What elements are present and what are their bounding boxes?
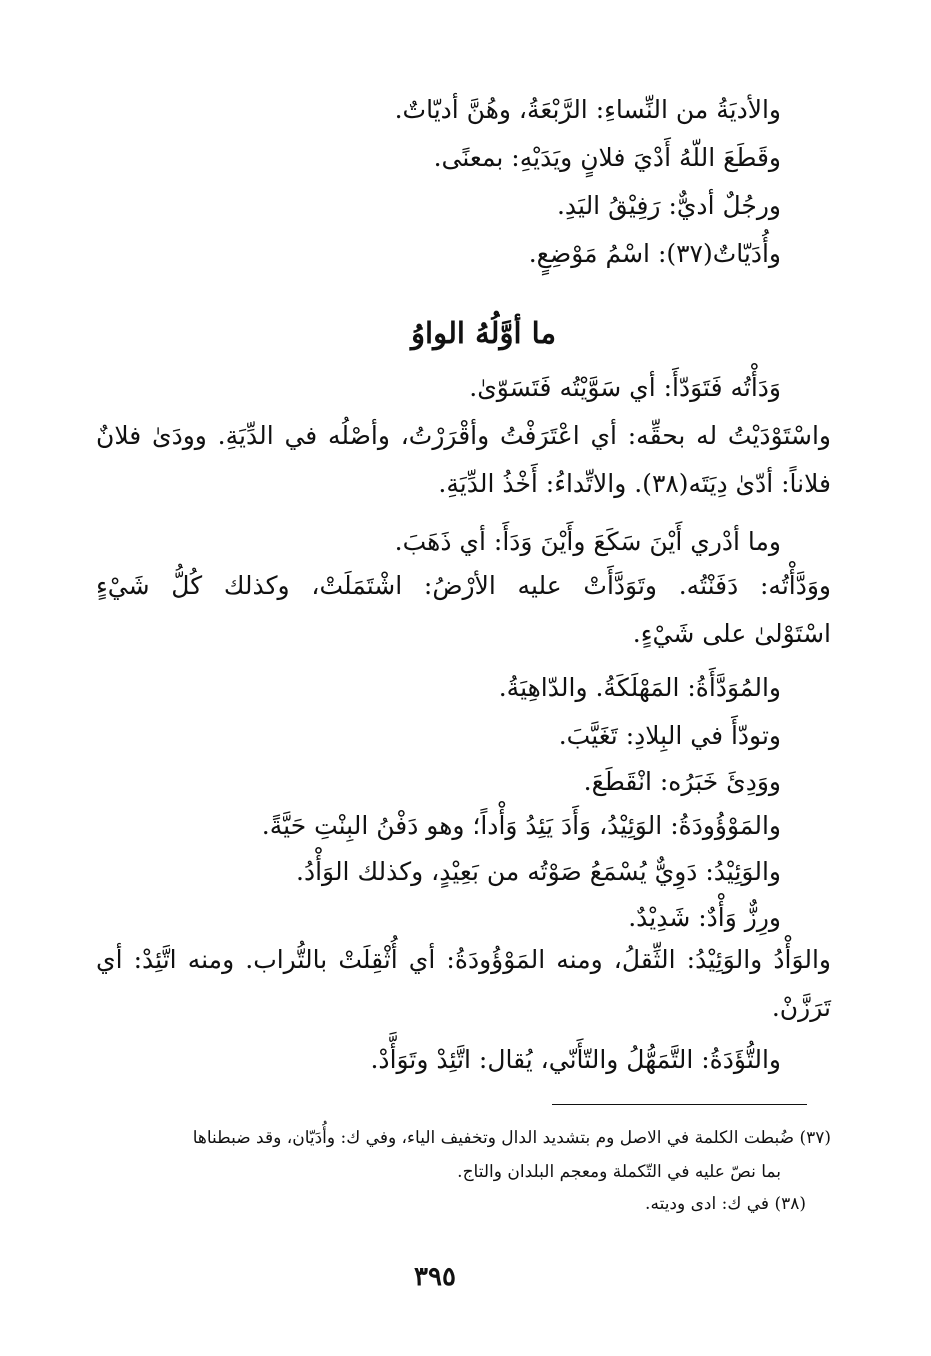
- entry-line: والوَأْدُ والوَئِيْدُ: الثِّقلُ، ومنه المَوْؤُودَةُ: أي أُثْقِلَتْ بالتُّراب. ومنه اتَّئِدْ: أي: [96, 945, 831, 974]
- entry-line: والمُوَدَّأَةُ: المَهْلَكَةُ. والدّاهِيَةُ.: [498, 673, 781, 702]
- footnote: (٣٧) ضُبطت الكلمة في الاصل وم بتشديد الدال وتخفيف الياء، وفي ك: وأُدَيّان، وقد ضبطناها: [192, 1128, 831, 1148]
- entry-line: وَدَأْتُه فَتَوَدّأَ: أي سَوَّيْتُه فَتَسَوّىٰ.: [469, 373, 781, 402]
- entry-line: وتودّأَ في البِلادِ: تَغَيَّبَ.: [558, 721, 781, 750]
- entry-line: ورِزٌّ وَأْدٌ: شَدِيْدٌ.: [628, 903, 781, 932]
- entry-line: ووَدِئَ خَبَرُه: انْقَطَعَ.: [583, 767, 781, 796]
- footnote: (٣٨) في ك: ادى وديته.: [645, 1194, 806, 1214]
- entry-line: والوَئِيْدُ: دَوِيٌّ يُسْمَعُ صَوْتُه من بَعِيْدٍ، وكذلك الوَأْدُ.: [296, 857, 781, 886]
- entry-line: واسْتَوْدَيْتُ له بحقِّه: أي اعْتَرَفْتُ وأقْرَرْتُ، وأصْلُه في الدِّيَةِ. وودَىٰ فلانٌ: [96, 421, 831, 450]
- entry-line: والأديَةُ من النِّساءِ: الرَّبْعَةُ، وهُنَّ أديّاتٌ.: [394, 95, 781, 124]
- entry-line: فلاناً: أدّىٰ دِيَتَه(٣٨). والاتِّداءُ: أَخْذُ الدِّيَةِ.: [438, 469, 831, 498]
- footnote: بما نصّ عليه في التّكملة ومعجم البلدان والتاج.: [457, 1162, 781, 1182]
- entry-line: ورجُلٌ أديٌّ: رَفِيْقُ اليَدِ.: [556, 191, 781, 220]
- entry-line: ووَدَّأْتُه: دَفَنْتُه. وتَوَدَّأَتْ عليه الأرْضُ: اشْتَمَلَتْ، وكذلك كُلُّ شَيْءٍ: [96, 571, 831, 600]
- section-heading: ما أوَّلُهُ الواوُ: [411, 316, 556, 350]
- page-number: ٣٩٥: [414, 1262, 456, 1292]
- entry-line: والمَوْؤُودَةُ: الوَئِيْدُ، وَأَدَ يَئِدُ وَأْداً؛ وهو دَفْنُ البِنْتِ حَيَّةً.: [261, 811, 781, 840]
- footnote-divider: [552, 1104, 807, 1105]
- entry-line: تَرَزَّنْ.: [771, 993, 831, 1022]
- entry-line: وأُدَيّاتٌ(٣٧): اسْمُ مَوْضِعٍ.: [528, 239, 781, 268]
- entry-line: وقَطَعَ اللّهُ أَدْيَ فلانٍ ويَدَيْهِ: بمعنًى.: [433, 143, 781, 172]
- entry-line: والتُّؤَدَةُ: التَّمَهُّلُ والتّأَنّي، يُقال: اتَّئِدْ وتَوَأَّدْ.: [370, 1045, 781, 1074]
- entry-line: وما أدْري أَيْنَ سَكَعَ وأَيْنَ وَدَأَ: أي ذَهَبَ.: [394, 527, 781, 556]
- entry-line: اسْتَوْلىٰ على شَيْءٍ.: [632, 619, 831, 648]
